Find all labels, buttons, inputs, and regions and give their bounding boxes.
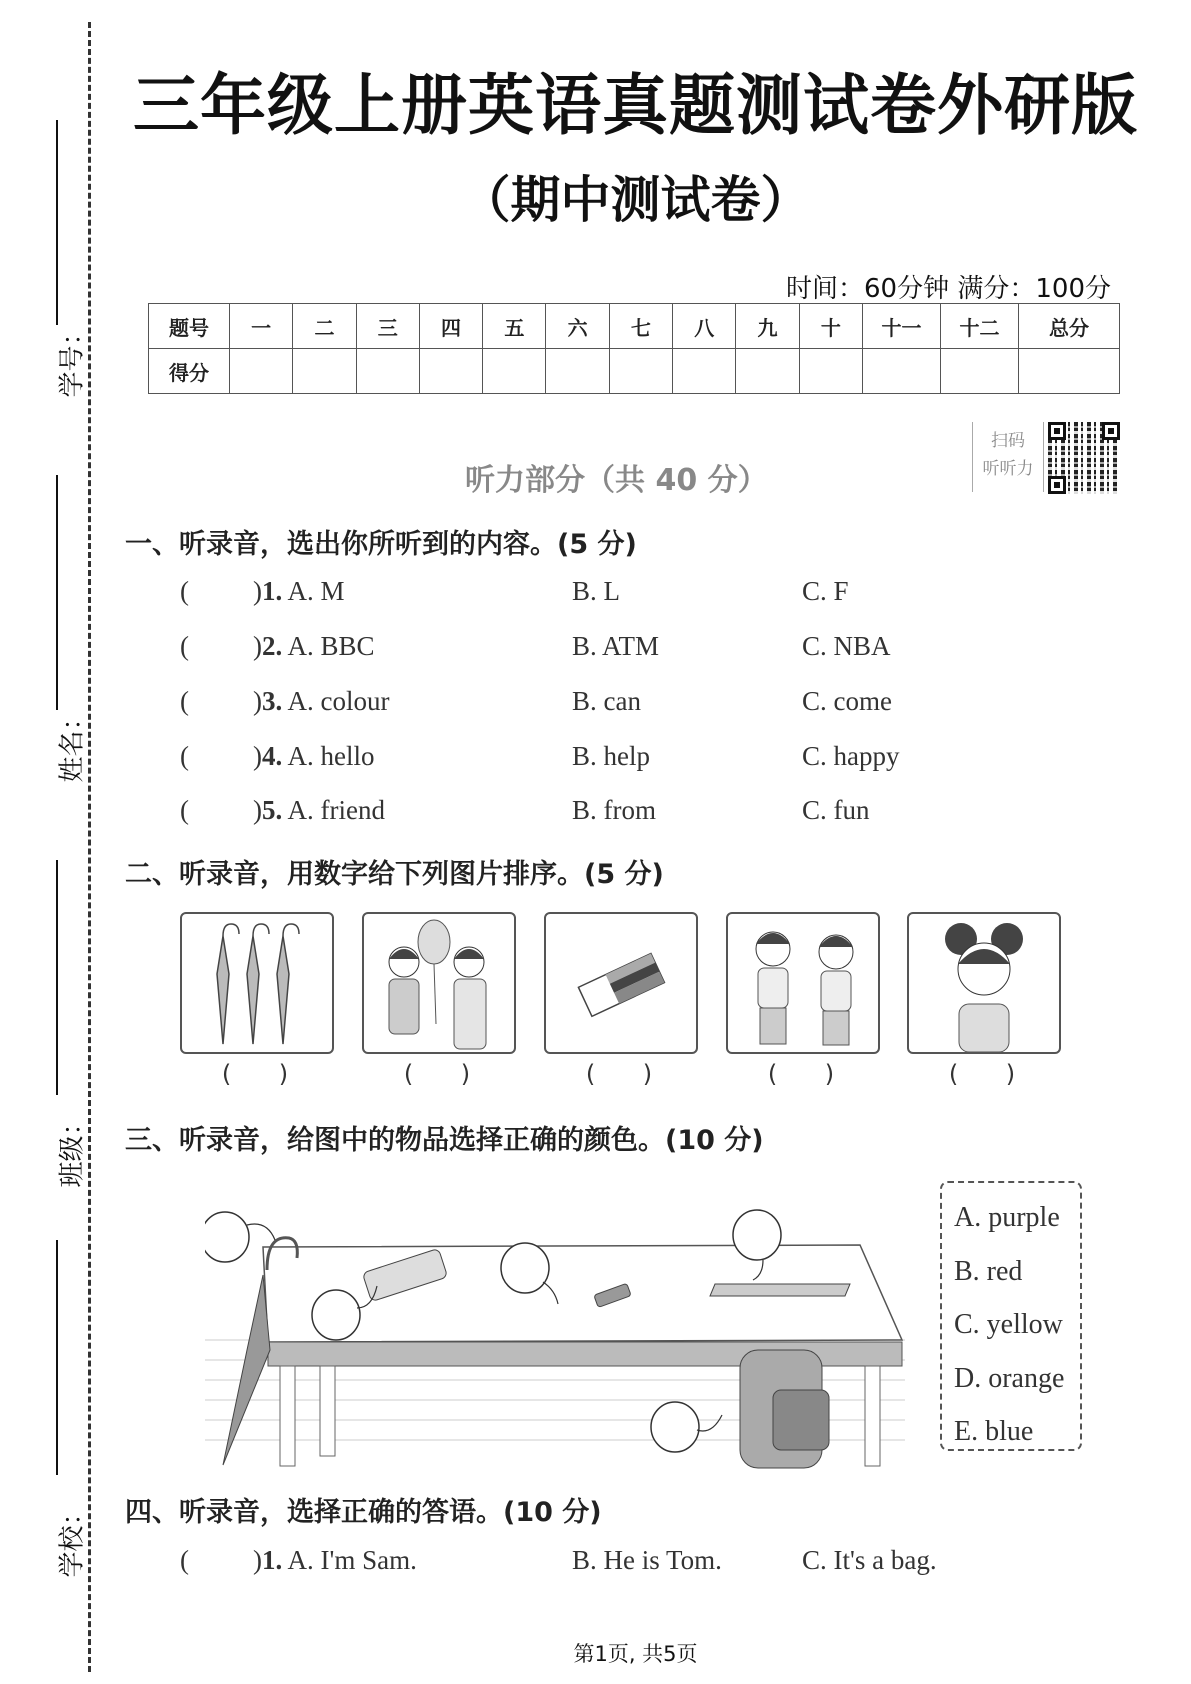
column-header: 十: [799, 304, 862, 349]
picture-answer-blank[interactable]: ( ): [948, 1060, 1016, 1088]
school-blank-line: [56, 1240, 58, 1475]
listening-section-title: 听力部分（共 40 分）: [465, 463, 768, 498]
page-title: 三年级上册英语真题测试卷外研版: [133, 67, 1138, 144]
desk-scene-illustration: [205, 1190, 905, 1470]
score-cell[interactable]: [293, 349, 356, 394]
scan-label-line2: 听听力: [982, 459, 1034, 479]
score-cell[interactable]: [230, 349, 293, 394]
score-table: [148, 303, 1120, 394]
color-option: D. orange: [954, 1362, 1065, 1394]
column-header: 七: [609, 304, 672, 349]
score-table-score-row: [149, 349, 1120, 394]
binding-fold-line: [88, 22, 91, 1672]
scan-to-listen-label: [972, 422, 1044, 492]
answer-blank[interactable]: (: [180, 741, 189, 771]
column-header: 十一: [863, 304, 941, 349]
part2-heading: 二、听录音，用数字给下列图片排序。(5 分): [125, 859, 664, 890]
option-c: C. happy: [802, 741, 900, 771]
answer-blank[interactable]: (: [180, 686, 189, 716]
answer-blank[interactable]: (: [180, 576, 189, 606]
option-c: C. F: [802, 576, 849, 606]
option-b: B. He is Tom.: [572, 1545, 722, 1575]
girl-clapping-picture: [907, 912, 1061, 1054]
option-b: B. ATM: [572, 631, 660, 661]
option-a: A. BBC: [287, 631, 375, 661]
option-c: C. fun: [802, 795, 870, 825]
picture-answer-blank[interactable]: ( ): [767, 1060, 835, 1088]
score-cell[interactable]: [863, 349, 941, 394]
option-a: A. M: [287, 576, 345, 606]
color-option: A. purple: [954, 1202, 1060, 1233]
class-label: 班级：: [57, 1109, 88, 1188]
answer-blank[interactable]: (: [180, 1545, 189, 1575]
option-b: B. can: [572, 686, 641, 716]
umbrellas-picture: [180, 912, 334, 1054]
girls-with-balloon-picture: [362, 912, 516, 1054]
question-row: ( )1. A. M B. L C. F: [180, 576, 849, 606]
score-cell[interactable]: [483, 349, 546, 394]
part1-heading: 一、听录音，选出你所听到的内容。(5 分): [125, 529, 637, 560]
option-b: B. help: [572, 741, 650, 771]
picture-answer-blank[interactable]: ( ): [221, 1060, 289, 1088]
column-header: 一: [230, 304, 293, 349]
boys-greeting-picture: [726, 912, 880, 1054]
column-header: 九: [736, 304, 799, 349]
score-cell[interactable]: [356, 349, 419, 394]
student-id-label: 学号：: [57, 319, 88, 398]
score-cell[interactable]: [736, 349, 799, 394]
column-header: 十二: [941, 304, 1019, 349]
page-number: 第1页, 共5页: [573, 1642, 698, 1666]
school-label: 学校：: [57, 1499, 88, 1578]
score-cell[interactable]: [609, 349, 672, 394]
column-header: 八: [673, 304, 736, 349]
column-header: 四: [419, 304, 482, 349]
score-cell[interactable]: [799, 349, 862, 394]
column-header: 五: [483, 304, 546, 349]
eraser-picture: [544, 912, 698, 1054]
name-label: 姓名：: [57, 704, 88, 783]
name-blank-line: [56, 475, 58, 710]
question-row: ( )4. A. hello B. help C. happy: [180, 741, 900, 771]
total-score-header: 总分: [1019, 304, 1120, 349]
option-c: C. It's a bag.: [802, 1545, 937, 1575]
question-row: ( )3. A. colour B. can C. come: [180, 686, 892, 716]
question-row: ( )5. A. friend B. from C. fun: [180, 795, 870, 825]
picture-answer-blank[interactable]: ( ): [403, 1060, 471, 1088]
option-a: A. friend: [287, 795, 385, 825]
page-subtitle: （期中测试卷）: [460, 171, 811, 229]
question-row: ( )1. A. I'm Sam. B. He is Tom. C. It's a bag.: [180, 1545, 937, 1575]
score-cell[interactable]: [941, 349, 1019, 394]
part3-heading: 三、听录音，给图中的物品选择正确的颜色。(10 分): [125, 1125, 764, 1156]
scan-label-line1: 扫码: [991, 431, 1025, 451]
score-cell[interactable]: [673, 349, 736, 394]
option-a: A. colour: [287, 686, 390, 716]
score-cell[interactable]: [546, 349, 609, 394]
option-b: B. L: [572, 576, 621, 606]
column-header: 二: [293, 304, 356, 349]
color-option: B. red: [954, 1255, 1023, 1287]
score-cell[interactable]: [419, 349, 482, 394]
total-score-cell[interactable]: [1019, 349, 1120, 394]
color-options-box: [940, 1181, 1082, 1451]
option-c: C. come: [802, 686, 892, 716]
question-row: ( )2. A. BBC B. ATM C. NBA: [180, 631, 891, 661]
class-blank-line: [56, 860, 58, 1095]
option-a: A. hello: [287, 741, 375, 771]
answer-blank[interactable]: (: [180, 795, 189, 825]
column-header: 六: [546, 304, 609, 349]
score-table-header-row: [149, 304, 1120, 349]
qr-code-icon[interactable]: [1048, 422, 1120, 494]
answer-blank[interactable]: (: [180, 631, 189, 661]
color-option: E. blue: [954, 1416, 1034, 1447]
time-and-score-info: 时间：60分钟 满分：100分: [786, 274, 1111, 304]
question-number-header: 题号: [149, 304, 230, 349]
option-c: C. NBA: [802, 631, 891, 661]
option-a: A. I'm Sam.: [287, 1545, 417, 1575]
color-option: C. yellow: [954, 1309, 1063, 1340]
score-row-header: 得分: [149, 349, 230, 394]
column-header: 三: [356, 304, 419, 349]
part4-heading: 四、听录音，选择正确的答语。(10 分): [125, 1497, 602, 1528]
option-b: B. from: [572, 795, 656, 825]
picture-answer-blank[interactable]: ( ): [585, 1060, 653, 1088]
